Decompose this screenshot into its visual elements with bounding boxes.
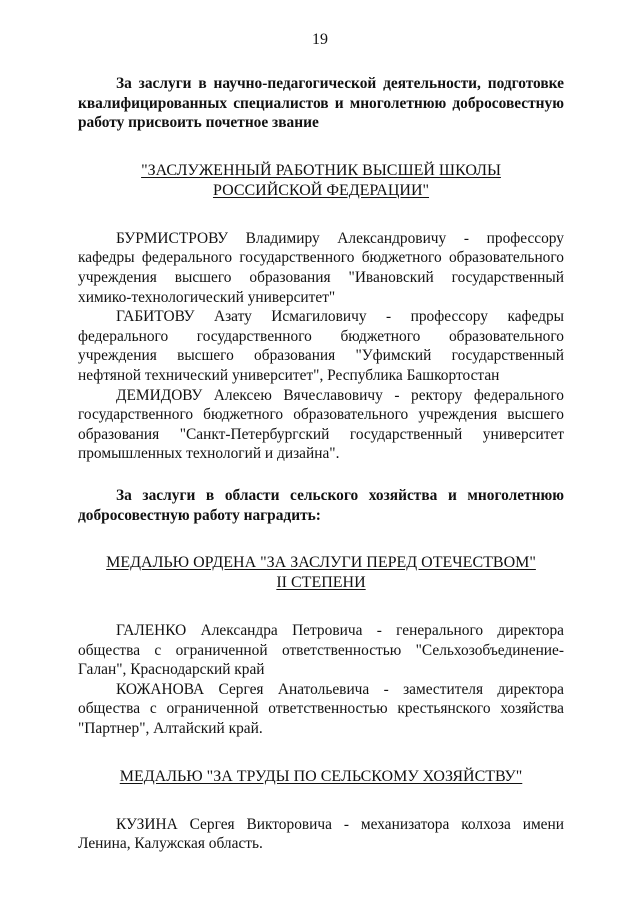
section1-title-line1: "ЗАСЛУЖЕННЫЙ РАБОТНИК ВЫСШЕЙ ШКОЛЫ — [141, 161, 501, 179]
section2-award-title — [78, 553, 564, 593]
section1-entry-2: ГАБИТОВУ Азату Исмагиловичу - профессору кафедры федерального государственного бюджетного образовательного учреждения высшего образования "Уфимский государственный нефтяной технический университет", Республика Башкортостан — [78, 308, 564, 384]
page-number: 19 — [312, 31, 328, 48]
section2-entry-1: ГАЛЕНКО Александра Петровича - генерального директора общества с ограниченной ответственностью "Сельхозобъединение-Галан", Краснодарский край — [78, 622, 564, 679]
section3-entry-1: КУЗИНА Сергея Викторовича - механизатора колхоза имени Ленина, Калужская область. — [78, 815, 564, 853]
section2-entry-2: КОЖАНОВА Сергея Анатольевича - заместителя директора общества с ограниченной ответственностью крестьянского хозяйства "Партнер", Алтайский край. — [78, 680, 564, 738]
page-content — [78, 74, 564, 854]
section1-title-line2: РОССИЙСКОЙ ФЕДЕРАЦИИ" — [212, 181, 430, 199]
section2-title-line1: МЕДАЛЬЮ ОРДЕНА "ЗА ЗАСЛУГИ ПЕРЕД ОТЕЧЕСТВОМ" — [106, 554, 536, 572]
section3-award-title — [78, 767, 564, 787]
section2-title-line2: II СТЕПЕНИ — [276, 574, 366, 592]
section3-title-line1: МЕДАЛЬЮ "ЗА ТРУДЫ ПО СЕЛЬСКОМУ ХОЗЯЙСТВУ" — [119, 767, 523, 785]
section1-intro: За заслуги в научно-педагогической деятельности, подготовке квалифицированных специалистов и многолетнюю добросовестную работу присвоить почетное звание — [78, 75, 564, 132]
section1-award-title — [78, 161, 564, 201]
section1-entry-3: ДЕМИДОВУ Алексею Вячеславовичу - ректору федерального государственного бюджетного образовательного учреждения высшего образования "Санкт-Петербургский государственный университет промышленных технологий и дизайна". — [78, 386, 564, 463]
section2-intro: За заслуги в области сельского хозяйства и многолетнюю добросовестную работу наградить: — [78, 486, 564, 524]
section1-entry-1: БУРМИСТРОВУ Владимиру Александровичу - профессору кафедры федерального государственного бюджетного образовательного учреждения высшего образования "Ивановский государственный химико-технологический университет" — [78, 229, 564, 306]
